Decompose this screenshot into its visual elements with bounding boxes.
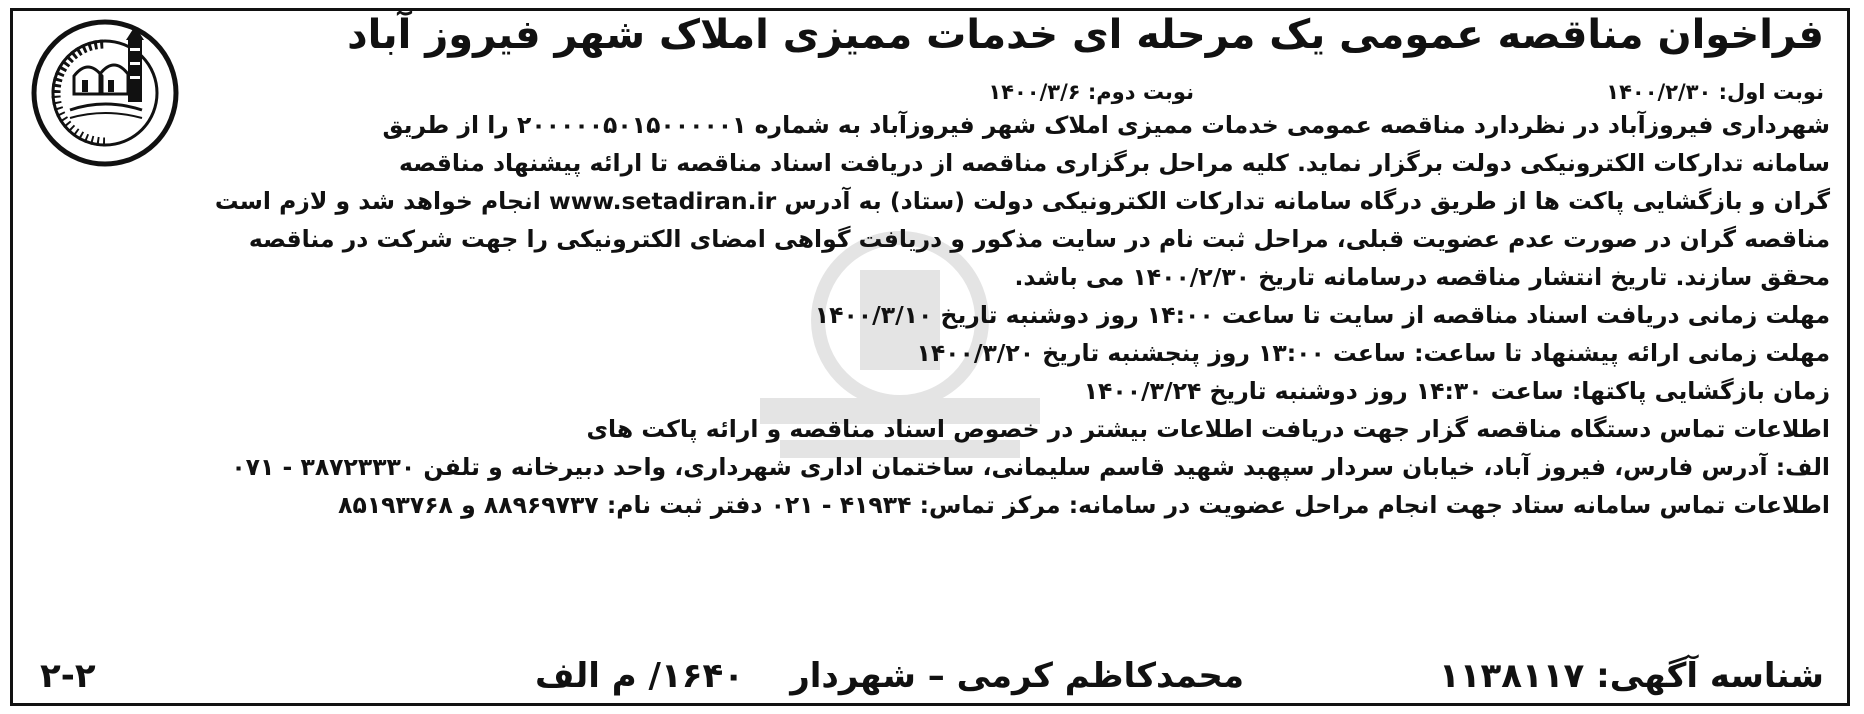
notice-first: نوبت اول: ۱۴۰۰/۲/۳۰ — [1606, 80, 1824, 104]
opening-time: زمان بازگشایی پاکتها: ساعت ۱۴:۳۰ روز دوشنبه تاریخ ۱۴۰۰/۳/۲۴ — [1083, 377, 1830, 405]
proposal-deadline: مهلت زمانی ارائه پیشنهاد تا ساعت: ساعت ۱۳:۰۰ روز پنجشنبه تاریخ ۱۴۰۰/۳/۲۰ — [916, 339, 1830, 367]
ad-id: شناسه آگهی: ۱۱۳۸۱۱۷ — [1439, 656, 1824, 696]
page-title: فراخوان مناقصه عمومی یک مرحله ای خدمات ممیزی املاک شهر فیروز آباد — [347, 12, 1824, 58]
body-line: شهرداری فیروزآباد در نظردارد مناقصه عمومی خدمات ممیزی املاک شهر فیروزآباد به شماره ۲۰۰۰۰۰۵۰۱۵۰۰۰۰۰۱ را از طریق — [382, 111, 1830, 139]
body-line: گران و بازگشایی پاکت ها از طریق درگاه سامانه تدارکات الکترونیکی دولت (ستاد) به آدرس www.setadiran.ir انجام خواهد شد و لازم است — [214, 187, 1830, 215]
documents-deadline: مهلت زمانی دریافت اسناد مناقصه از سایت تا ساعت ۱۴:۰۰ روز دوشنبه تاریخ ۱۴۰۰/۳/۱۰ — [814, 301, 1830, 329]
notice-second: نوبت دوم: ۱۴۰۰/۳/۶ — [988, 80, 1194, 104]
signer: محمدکاظم کرمی – شهردار — [790, 656, 1244, 696]
contact-heading: اطلاعات تماس دستگاه مناقصه گزار جهت دریافت اطلاعات بیشتر در خصوص اسناد مناقصه و ارائه پاکت های — [586, 415, 1830, 443]
contact-address: الف: آدرس فارس، فیروز آباد، خیابان سردار سپهبد شهید قاسم سلیمانی، ساختمان اداری شهرداری، واحد دبیرخانه و تلفن ۳۸۷۲۳۳۳۰ - ۰۷۱ — [231, 453, 1830, 481]
body-line: مناقصه گران در صورت عدم عضویت قبلی، مراحل ثبت نام در سایت مذکور و دریافت گواهی امضای الکترونیکی را جهت شرکت در مناقصه — [248, 225, 1830, 253]
body-line: سامانه تدارکات الکترونیکی دولت برگزار نماید. کلیه مراحل برگزاری مناقصه از دریافت اسناد مناقصه تا ارائه پیشنهاد مناقصه — [399, 149, 1830, 177]
ad-code: ۱۶۴۰/ م الف — [535, 656, 744, 696]
contact-setad: اطلاعات تماس سامانه ستاد جهت انجام مراحل عضویت در سامانه: مرکز تماس: ۴۱۹۳۴ - ۰۲۱ دفتر ثبت نام: ۸۸۹۶۹۷۳۷ و ۸۵۱۹۳۷۶۸ — [338, 491, 1830, 519]
municipality-seal-icon — [30, 18, 180, 168]
body-line: محقق سازند. تاریخ انتشار مناقصه درسامانه تاریخ ۱۴۰۰/۲/۳۰ می باشد. — [1014, 263, 1830, 291]
page-number: ۲-۲ — [40, 656, 96, 696]
